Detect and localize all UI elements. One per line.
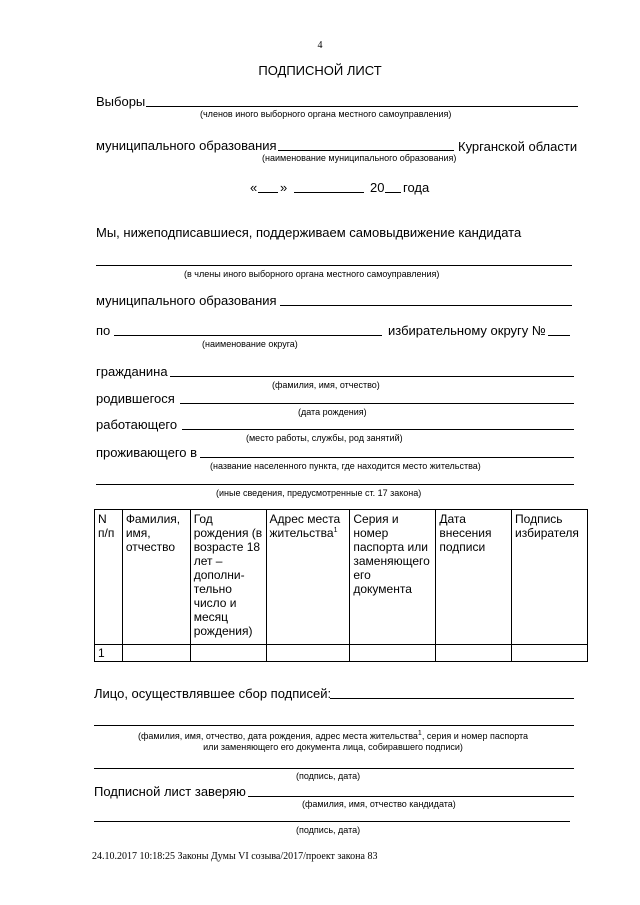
collector-sign-hint: (подпись, дата)	[296, 771, 361, 781]
footer-text: 24.10.2017 10:18:25 Законы Думы VI созыва/2017/проект закона 83	[92, 851, 378, 862]
cell-name[interactable]	[122, 645, 190, 662]
district-prefix: по	[96, 323, 111, 338]
collector-label: Лицо, осуществлявшее сбор подписей:	[94, 686, 332, 701]
cell-date[interactable]	[436, 645, 512, 662]
certify-field[interactable]	[248, 796, 574, 797]
table-header-row	[95, 510, 588, 645]
municipality2-field[interactable]	[280, 305, 572, 306]
footnote-mark: 1	[333, 527, 338, 534]
other-info-hint: (иные сведения, предусмотренные ст. 17 закона)	[216, 488, 422, 498]
district-number-field[interactable]	[548, 335, 570, 336]
municipality-hint: (наименование муниципального образования)	[262, 153, 457, 163]
date-year-field[interactable]	[385, 192, 401, 193]
cell-birth-year[interactable]	[190, 645, 266, 662]
municipality2-label: муниципального образования	[96, 293, 277, 308]
row-number: 1	[95, 645, 123, 662]
district-hint: (наименование округа)	[202, 339, 298, 349]
header-name: Фамилия, имя, отчество	[122, 510, 190, 645]
elections-label: Выборы	[96, 94, 146, 109]
working-field[interactable]	[182, 429, 574, 430]
elections-field[interactable]	[146, 106, 578, 107]
collector-field[interactable]	[330, 698, 574, 699]
collector-signature-field[interactable]	[94, 768, 574, 769]
date-year-prefix: 20	[370, 180, 385, 195]
other-info-field[interactable]	[96, 484, 574, 485]
collector-details-field[interactable]	[94, 725, 574, 726]
born-field[interactable]	[180, 403, 574, 404]
page-number: 4	[317, 40, 323, 51]
date-year-suffix: года	[403, 180, 430, 195]
cell-signature[interactable]	[512, 645, 588, 662]
elections-hint: (членов иного выборного органа местного самоуправления)	[200, 109, 452, 119]
working-label: работающего	[96, 417, 178, 432]
district-label: избирательному округу №	[388, 323, 546, 338]
cell-address[interactable]	[266, 645, 350, 662]
header-number: N п/п	[95, 510, 123, 645]
born-label: родившегося	[96, 391, 175, 406]
certify-signature-field[interactable]	[94, 821, 570, 822]
header-passport: Серия и номер паспорта или заменяющего его документа	[350, 510, 436, 645]
working-hint: (место работы, службы, род занятий)	[246, 433, 403, 443]
municipality-field[interactable]	[278, 150, 454, 151]
certify-hint: (фамилия, имя, отчество кандидата)	[302, 799, 456, 809]
collector-hint-line1: (фамилия, имя, отчество, дата рождения, адрес места жительства$^1$, серия и номер паспорта	[137, 730, 529, 741]
date-day-field[interactable]	[258, 192, 278, 193]
certify-sign-hint: (подпись, дата)	[296, 825, 361, 835]
citizen-label: гражданина	[96, 364, 168, 379]
municipality-label: муниципального образования	[96, 138, 277, 153]
certify-label: Подписной лист заверяю	[94, 784, 246, 799]
cell-passport[interactable]	[350, 645, 436, 662]
candidate-field[interactable]	[96, 265, 572, 266]
residing-label: проживающего в	[96, 445, 198, 460]
born-hint: (дата рождения)	[298, 407, 367, 417]
residing-hint: (название населенного пункта, где находится место жительства)	[210, 461, 481, 471]
collector-hint-line2: или заменяющего его документа лица, собиравшего подписи)	[203, 742, 463, 752]
citizen-hint: (фамилия, имя, отчество)	[272, 380, 380, 390]
citizen-field[interactable]	[170, 376, 574, 377]
header-birth-year: Год рождения (в возрасте 18 лет – дополни-тельно число и месяц рождения)	[190, 510, 266, 645]
header-date: Дата внесения подписи	[436, 510, 512, 645]
signatures-table	[94, 509, 588, 662]
date-close-quote: »	[280, 180, 288, 195]
date-open-quote: «	[250, 180, 258, 195]
district-name-field[interactable]	[114, 335, 382, 336]
header-address: Адрес места жительства$^1$	[266, 510, 350, 645]
date-month-field[interactable]	[294, 192, 364, 193]
support-statement: Мы, нижеподписавшиеся, поддерживаем самовыдвижение кандидата	[96, 225, 522, 240]
page-title: ПОДПИСНОЙ ЛИСТ	[258, 63, 382, 78]
header-signature: Подпись избирателя	[512, 510, 588, 645]
region-label: Курганской области	[458, 139, 578, 154]
candidate-hint: (в члены иного выборного органа местного самоуправления)	[184, 269, 440, 279]
residing-field[interactable]	[200, 457, 574, 458]
table-row	[95, 645, 588, 662]
